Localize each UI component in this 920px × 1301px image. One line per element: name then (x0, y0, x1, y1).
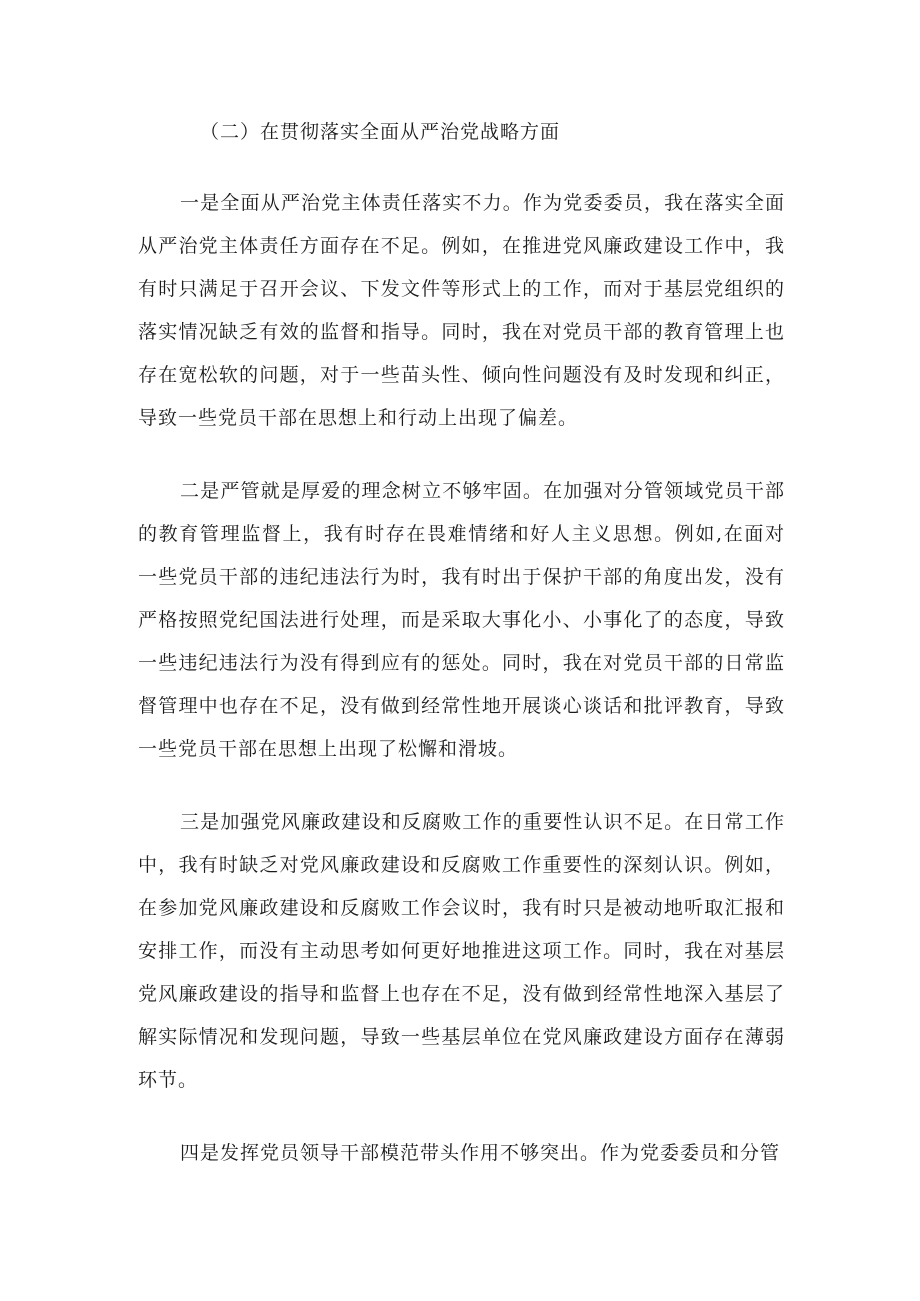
paragraph-3: 三是加强党风廉政建设和反腐败工作的重要性认识不足。在日常工作中，我有时缺乏对党风廉政建设和反腐败工作重要性的深刻认识。例如，在参加党风廉政建设和反腐败工作会议时，我有时只是被动地听取汇报和安排工作，而没有主动思考如何更好地推进这项工作。同时，我在对基层党风廉政建设的指导和监督上也存在不足，没有做到经常性地深入基层了解实际情况和发现问题，导致一些基层单位在党风廉政建设方面存在薄弱环节。 (138, 811, 785, 1091)
paragraph-4: 四是发挥党员领导干部模范带头作用不够突出。作为党委委员和分管 (180, 1142, 781, 1164)
paragraph-2: 二是严管就是厚爱的理念树立不够牢固。在加强对分管领域党员干部的教育管理监督上，我有时存在畏难情绪和好人主义思想。例如,在面对一些党员干部的违纪违法行为时，我有时出于保护干部的角度出发，没有严格按照党纪国法进行处理，而是采取大事化小、小事化了的态度，导致一些违纪违法行为没有得到应有的惩处。同时，我在对党员干部的日常监督管理中也存在不足，没有做到经常性地开展谈心谈话和批评教育，导致一些党员干部在思想上出现了松懈和滑坡。 (138, 480, 785, 760)
paragraph-1: 一是全面从严治党主体责任落实不力。作为党委委员，我在落实全面从严治党主体责任方面存在不足。例如，在推进党风廉政建设工作中，我有时只满足于召开会议、下发文件等形式上的工作，而对于基层党组织的落实情况缺乏有效的监督和指导。同时，我在对党员干部的教育管理上也存在宽松软的问题，对于一些苗头性、倾向性问题没有及时发现和纠正，导致一些党员干部在思想上和行动上出现了偏差。 (138, 192, 785, 429)
document-body (138, 112, 785, 1175)
section-heading: （二）在贯彻落实全面从严治党战略方面 (200, 121, 561, 143)
